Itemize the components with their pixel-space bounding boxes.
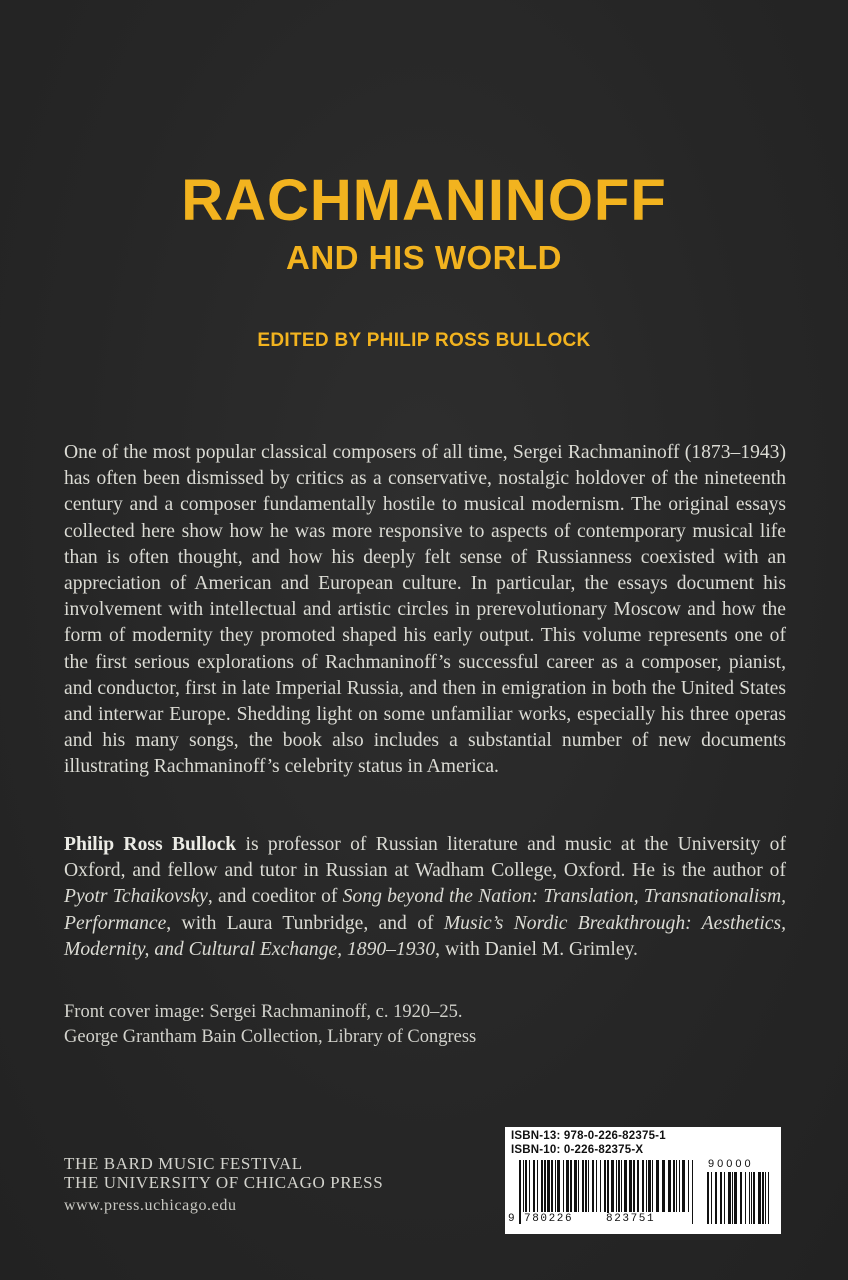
- barcode-addon: 90000: [708, 1158, 754, 1170]
- credit-line-2: George Grantham Bain Collection, Library of Congress: [64, 1027, 477, 1047]
- barcode-first-digit: 9: [508, 1213, 515, 1225]
- barcode-right-digits: 823751: [606, 1213, 656, 1225]
- bio-book-2: Song beyond the Nation: Translation, Transnationalism, Performance: [64, 886, 786, 934]
- bio-text-1: is professor of Russian literature and music at the University of Oxford, and fellow and tutor in Russian at Wadham College, Oxford. He is the author of: [64, 834, 786, 882]
- isbn-10: ISBN-10: 0-226-82375-X: [511, 1144, 644, 1156]
- publisher-line-2: THE UNIVERSITY OF CHICAGO PRESS: [64, 1173, 384, 1192]
- book-subtitle: AND HIS WORLD: [286, 239, 562, 276]
- bio-text-2: , and coeditor of: [207, 886, 343, 908]
- credit-line-1: Front cover image: Sergei Rachmaninoff, c. 1920–25.: [64, 1002, 463, 1022]
- barcode-label: [505, 1127, 781, 1234]
- publisher-block: [64, 1154, 383, 1192]
- editor-bio: [64, 832, 786, 963]
- bio-book-1: Pyotr Tchaikovsky: [64, 886, 208, 908]
- barcode-left-digits: 780226: [524, 1213, 574, 1225]
- editor-line: EDITED BY PHILIP ROSS BULLOCK: [257, 330, 591, 351]
- cover-image-credit: [64, 1000, 476, 1050]
- publisher-line-1: THE BARD MUSIC FESTIVAL: [64, 1154, 303, 1173]
- bio-text-3: , with Laura Tunbridge, and of: [166, 912, 444, 934]
- publisher-url: www.press.uchicago.edu: [64, 1197, 237, 1214]
- isbn-13: ISBN-13: 978-0-226-82375-1: [511, 1130, 666, 1142]
- book-description: One of the most popular classical composers of all time, Sergei Rachmaninoff (1873–1943) has often been dismissed by critics as a conservative, nostalgic holdover of the nineteenth century and a composer fundamentally hostile to musical modernism. The original essays collected here show how he was more responsive to aspects of contemporary musical life than is often thought, and how his deeply felt sense of Russianness coexisted with an appreciation of American and European culture. In particular, the essays document his involvement with intellectual and artistic circles in prerevolutionary Moscow and how the form of modernity they promoted shaped his early output. This volume represents one of the first serious explorations of Rachmaninoff’s successful career as a composer, pianist, and conductor, first in late Imperial Russia, and then in emigration in both the United States and interwar Europe. Shedding light on some unfamiliar works, especially his three operas and his many songs, the book also includes a substantial number of new documents illustrating Rachmaninoff’s celebrity status in America.: [64, 442, 786, 778]
- bio-book-3: Music’s Nordic Breakthrough: Aesthetics, Modernity, and Cultural Exchange, 1890–1930: [64, 912, 786, 960]
- editor-name: Philip Ross Bullock: [64, 834, 237, 855]
- bio-text-4: , with Daniel M. Grimley.: [435, 938, 638, 960]
- book-title: RACHMANINOFF: [181, 168, 667, 233]
